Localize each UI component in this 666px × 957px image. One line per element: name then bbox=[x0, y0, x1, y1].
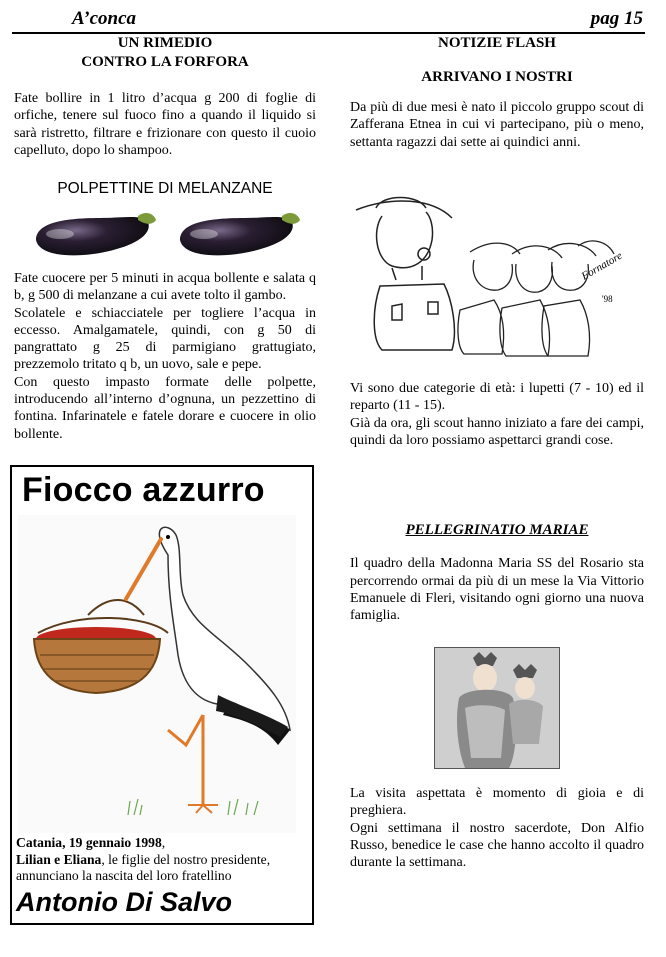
forfora-text: Fate bollire in 1 litro d’acqua g 200 di foglie di orfiche, tenere sul fuoco fino a quando il liquido si sarà ristretto, filtrare e frizionare con questo il cuoio capelluto, dopo lo shampoo. bbox=[14, 91, 316, 158]
arrivano-text: Da più di due mesi è nato il piccolo gruppo scout di Zafferana Etnea in cui vi partecipano, più o meno, settanta ragazzi dai sette ai quindici anni. bbox=[350, 100, 644, 150]
polpettine-body bbox=[14, 270, 316, 443]
fiocco-azzurro-box bbox=[10, 465, 314, 925]
eggplant-right-icon bbox=[180, 213, 300, 255]
scout-leader-icon bbox=[356, 198, 454, 351]
scout-kids-icon bbox=[458, 241, 614, 356]
announcement-sisters: Lilian e Eliana bbox=[16, 851, 102, 867]
eggplant-illustration bbox=[30, 206, 310, 266]
scout-sketch-illustration bbox=[352, 190, 632, 370]
pellegrinatio-title: PELLEGRINATIO MARIAE bbox=[405, 522, 589, 538]
page-header bbox=[12, 6, 645, 34]
polpettine-paragraph-1: Fate cuocere per 5 minuti in acqua bollente e salata q b, g 500 di melanzane a cui avete tolto il gambo. bbox=[14, 271, 316, 304]
notizie-title: NOTIZIE FLASH bbox=[438, 35, 556, 51]
arrivano-title: ARRIVANO I NOSTRI bbox=[421, 69, 573, 85]
visita-paragraph-2: Ogni settimana il nostro sacerdote, Don Alfio Russo, benedice le case che hanno accolto il quadro durante la settimana. bbox=[350, 820, 644, 871]
pellegrinatio-section bbox=[350, 522, 644, 624]
scout-paragraph-1: Vi sono due categorie di età: i lupetti (7 - 10) ed il reparto (11 - 15). bbox=[350, 381, 644, 414]
sketch-year: '98 bbox=[602, 294, 613, 304]
madonna-photo bbox=[434, 647, 560, 769]
visita-paragraph-1: La visita aspettata è momento di gioia e di preghiera. bbox=[350, 786, 644, 819]
polpettine-title: POLPETTINE DI MELANZANE bbox=[57, 180, 273, 197]
sketch-signature: Fornatore bbox=[579, 249, 625, 283]
baby-name: Antonio Di Salvo bbox=[16, 887, 232, 917]
polpettine-paragraph-3: Con questo impasto formate delle polpette, introducendo all’interno d’ognuna, un pezzettino di fontina. Infarinatele e fatele dorare e cuocere in olio bollente. bbox=[14, 374, 316, 442]
announcement-date: Catania, 19 gennaio 1998 bbox=[16, 835, 162, 850]
basket-icon bbox=[34, 600, 168, 693]
publication-title: A’conca bbox=[72, 8, 137, 29]
polpettine-paragraph-2: Scolatele e schiacciatele per togliere l’acqua in eccesso. Amalgamatele, quindi, con g 50 di pangrattato g 25 di parmigiano grattugiato, prezzemolo tritato q b, un uovo, sale e pepe. bbox=[14, 305, 316, 373]
scout-paragraph-2: Già da ora, gli scout hanno iniziato a fare dei campi, quindi da loro possiamo aspettarci grandi cose. bbox=[350, 415, 644, 448]
page-number: pag 15 bbox=[590, 8, 643, 29]
polpettine-heading bbox=[14, 180, 316, 197]
birth-announcement: Catania, 19 gennaio 1998, Lilian e Eliana, le figlie del nostro presidente, annunciano la nascita del loro fratellino bbox=[16, 835, 271, 883]
notizie-section bbox=[350, 34, 644, 151]
fiocco-title: Fiocco azzurro bbox=[22, 471, 265, 509]
forfora-title-line-2: CONTRO LA FORFORA bbox=[81, 54, 249, 70]
announcement-text: , le figlie del nostro presidente, annunciano la nascita del loro fratellino bbox=[16, 851, 271, 883]
pellegrinatio-text: Il quadro della Madonna Maria SS del Rosario sta percorrendo ormai da più di un mese la Via Vittorio Emanuele di Fleri, visitando ogni giorno una nuova famiglia. bbox=[350, 556, 644, 624]
forfora-section bbox=[14, 34, 316, 159]
eggplant-left-icon bbox=[36, 213, 156, 255]
scout-body bbox=[350, 380, 644, 449]
visita-section bbox=[350, 785, 644, 871]
forfora-title-line-1: UN RIMEDIO bbox=[117, 35, 213, 51]
grass-icon bbox=[128, 799, 258, 815]
stork-illustration bbox=[18, 515, 296, 833]
